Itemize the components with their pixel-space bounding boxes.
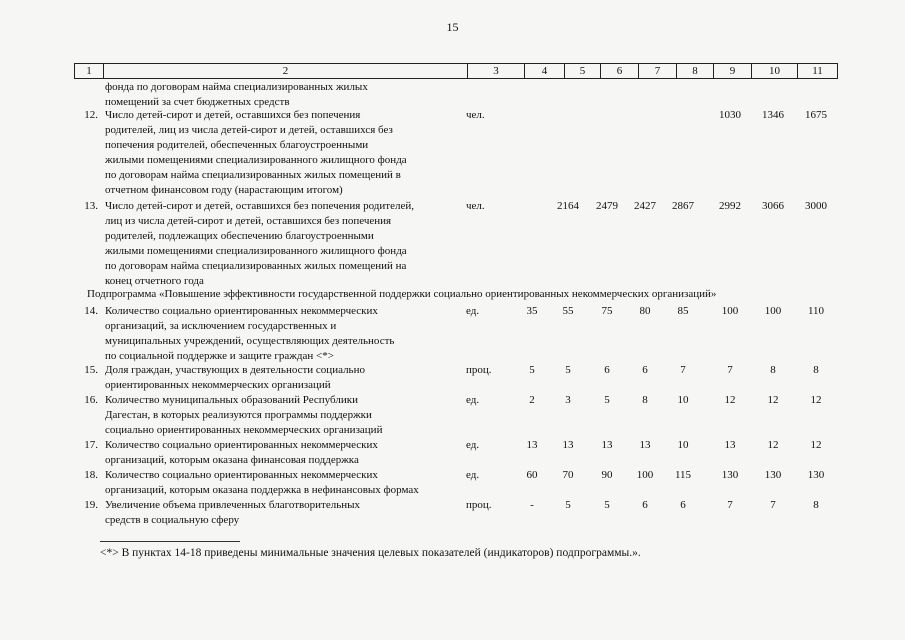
value-cell: 115 xyxy=(674,469,692,481)
indicator-text-line: организаций, за исключением государственных и xyxy=(105,320,337,332)
value-cell: 13 xyxy=(562,439,574,451)
indicator-text-line: жилыми помещениями специализированного жилищного фонда xyxy=(105,245,407,257)
continued-text-line: помещений за счет бюджетных средств xyxy=(105,96,290,108)
indicator-text-line: отчетном финансовом году (нарастающим итогом) xyxy=(105,184,343,196)
indicator-text-line: по договорам найма специализированных жилых помещений на xyxy=(105,260,407,272)
value-cell: 100 xyxy=(764,305,782,317)
value-cell: 100 xyxy=(636,469,654,481)
value-cell: 80 xyxy=(639,305,651,317)
value-cell: 13 xyxy=(526,439,538,451)
page-number: 15 xyxy=(446,20,459,34)
value-cell: 13 xyxy=(639,439,651,451)
unit-cell: ед. xyxy=(466,439,480,451)
subprogram-title: Подпрограмма «Повышение эффективности государственной поддержки социально ориентированных некоммерческих организаций» xyxy=(87,288,717,300)
header-col-8: 8 xyxy=(676,64,713,78)
indicator-text-line: Количество социально ориентированных некоммерческих xyxy=(105,439,378,451)
header-col-6: 6 xyxy=(600,64,638,78)
indicator-text-line: лиц из числа детей-сирот и детей, оставшихся без попечения xyxy=(105,215,392,227)
header-col-11: 11 xyxy=(797,64,837,78)
value-cell: 2992 xyxy=(719,200,741,212)
value-cell: 8 xyxy=(813,499,819,511)
value-cell: 35 xyxy=(526,305,538,317)
value-cell: 2 xyxy=(529,394,535,406)
value-cell: 5 xyxy=(565,364,571,376)
value-cell: 3 xyxy=(565,394,571,406)
indicator-text-line: Количество социально ориентированных некоммерческих xyxy=(105,305,378,317)
header-col-2: 2 xyxy=(103,64,467,78)
value-cell: 130 xyxy=(807,469,825,481)
footnote-rule xyxy=(100,541,240,542)
row-number: 15. xyxy=(84,364,98,376)
value-cell: 90 xyxy=(601,469,613,481)
value-cell: 6 xyxy=(604,364,610,376)
value-cell: 3000 xyxy=(805,200,827,212)
value-cell: 5 xyxy=(529,364,535,376)
indicator-text-line: организаций, которым оказана финансовая поддержка xyxy=(105,454,359,466)
continued-text-line: фонда по договорам найма специализированных жилых xyxy=(105,81,368,93)
value-cell: 7 xyxy=(680,364,686,376)
value-cell: 60 xyxy=(526,469,538,481)
value-cell: 1030 xyxy=(719,109,741,121)
row-number: 18. xyxy=(84,469,98,481)
header-col-9: 9 xyxy=(713,64,751,78)
value-cell: 8 xyxy=(642,394,648,406)
value-cell: 12 xyxy=(724,394,736,406)
header-col-4: 4 xyxy=(524,64,564,78)
value-cell: 6 xyxy=(680,499,686,511)
value-cell: 1346 xyxy=(762,109,784,121)
row-number: 13. xyxy=(84,200,98,212)
unit-cell: проц. xyxy=(466,364,492,376)
value-cell: 13 xyxy=(601,439,613,451)
value-cell: 130 xyxy=(721,469,739,481)
value-cell: 100 xyxy=(721,305,739,317)
value-cell: 2479 xyxy=(596,200,618,212)
indicator-text-line: жилыми помещениями специализированного жилищного фонда xyxy=(105,154,407,166)
value-cell: 10 xyxy=(677,439,689,451)
indicator-text-line: попечения родителей, обеспеченных благоустроенными xyxy=(105,139,369,151)
value-cell: 2164 xyxy=(557,200,579,212)
value-cell: 8 xyxy=(770,364,776,376)
indicator-text-line: Количество муниципальных образований Республики xyxy=(105,394,358,406)
unit-cell: ед. xyxy=(466,305,480,317)
value-cell: 2427 xyxy=(634,200,656,212)
value-cell: 10 xyxy=(677,394,689,406)
value-cell: 3066 xyxy=(762,200,784,212)
indicator-text-line: организаций, которым оказана поддержка в нефинансовых формах xyxy=(105,484,419,496)
value-cell: 7 xyxy=(727,364,733,376)
unit-cell: чел. xyxy=(466,200,485,212)
indicator-text-line: муниципальных учреждений, осуществляющих деятельность xyxy=(105,335,395,347)
value-cell: 130 xyxy=(764,469,782,481)
row-number: 17. xyxy=(84,439,98,451)
value-cell: 13 xyxy=(724,439,736,451)
indicator-text-line: ориентированных некоммерческих организаций xyxy=(105,379,331,391)
indicator-text-line: Увеличение объема привлеченных благотворительных xyxy=(105,499,360,511)
value-cell: 110 xyxy=(807,305,825,317)
indicator-text-line: родителей, лиц из числа детей-сирот и детей, оставшихся без xyxy=(105,124,393,136)
indicator-text-line: Число детей-сирот и детей, оставшихся без попечения родителей, xyxy=(105,200,414,212)
header-col-10: 10 xyxy=(751,64,797,78)
value-cell: 5 xyxy=(565,499,571,511)
value-cell: 6 xyxy=(642,499,648,511)
header-col-1: 1 xyxy=(86,65,92,77)
indicator-text-line: Число детей-сирот и детей, оставшихся без попечения xyxy=(105,109,361,121)
value-cell: 12 xyxy=(767,394,779,406)
value-cell: 12 xyxy=(810,394,822,406)
value-cell: 55 xyxy=(562,305,574,317)
value-cell: 6 xyxy=(642,364,648,376)
unit-cell: ед. xyxy=(466,394,480,406)
value-cell: - xyxy=(530,499,534,511)
header-col-7: 7 xyxy=(638,64,676,78)
value-cell: 1675 xyxy=(805,109,827,121)
value-cell: 7 xyxy=(770,499,776,511)
value-cell: 5 xyxy=(604,394,610,406)
row-number: 14. xyxy=(84,305,98,317)
header-col-3: 3 xyxy=(467,64,524,78)
indicator-text-line: Доля граждан, участвующих в деятельности социально xyxy=(105,364,365,376)
value-cell: 85 xyxy=(677,305,689,317)
value-cell: 12 xyxy=(767,439,779,451)
value-cell: 5 xyxy=(604,499,610,511)
unit-cell: ед. xyxy=(466,469,480,481)
value-cell: 75 xyxy=(601,305,613,317)
indicator-text-line: по договорам найма специализированных жилых помещений в xyxy=(105,169,401,181)
value-cell: 2867 xyxy=(672,200,694,212)
indicator-text-line: социально ориентированных некоммерческих организаций xyxy=(105,424,383,436)
indicator-text-line: средств в социальную сферу xyxy=(105,514,240,526)
indicator-text-line: Количество социально ориентированных некоммерческих xyxy=(105,469,378,481)
row-number: 16. xyxy=(84,394,98,406)
indicator-text-line: по социальной поддержке и защите граждан <*> xyxy=(105,350,334,362)
row-number: 12. xyxy=(84,109,98,121)
unit-cell: чел. xyxy=(466,109,485,121)
unit-cell: проц. xyxy=(466,499,492,511)
indicator-text-line: конец отчетного года xyxy=(105,275,204,287)
indicator-text-line: родителей, подлежащих обеспечению благоустроенными xyxy=(105,230,374,242)
indicator-text-line: Дагестан, в которых реализуются программы поддержки xyxy=(105,409,372,421)
header-col-5: 5 xyxy=(564,64,600,78)
value-cell: 12 xyxy=(810,439,822,451)
row-number: 19. xyxy=(84,499,98,511)
table-header xyxy=(74,63,838,79)
value-cell: 70 xyxy=(562,469,574,481)
value-cell: 7 xyxy=(727,499,733,511)
value-cell: 8 xyxy=(813,364,819,376)
footnote: <*> В пунктах 14-18 приведены минимальные значения целевых показателей (индикаторов) подпрограммы.». xyxy=(100,547,641,559)
